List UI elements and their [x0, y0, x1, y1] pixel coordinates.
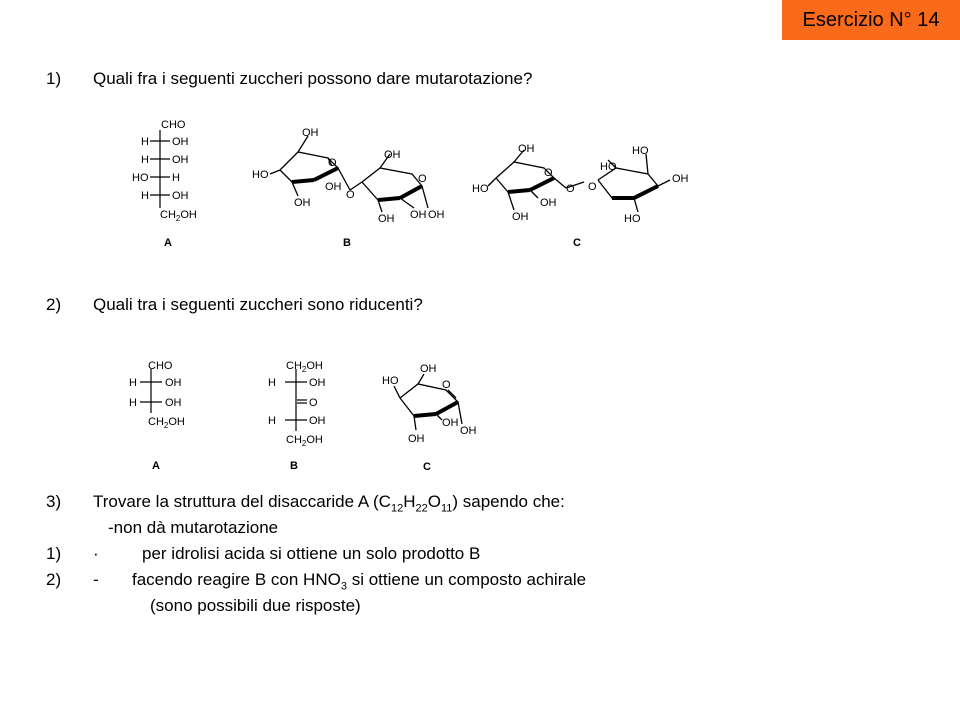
label-c: C	[423, 461, 431, 473]
item-number: 2)	[46, 570, 62, 589]
label-a: A	[152, 460, 160, 472]
ring-o: O	[442, 379, 451, 391]
fischer-top: CHO	[161, 119, 186, 131]
fischer-left: H	[268, 415, 276, 427]
fischer-right: OH	[172, 154, 189, 166]
fischer-left: H	[268, 377, 276, 389]
group-oh: OH	[408, 433, 425, 445]
label-b: B	[290, 460, 298, 472]
fischer-right: OH	[165, 397, 182, 409]
group-oh: OH	[325, 181, 342, 193]
fischer-right: O	[309, 397, 318, 409]
q2-fischer-b	[256, 355, 356, 475]
group-oh: OH	[672, 173, 689, 185]
ring-o: O	[544, 167, 553, 179]
item-text: facendo reagire B con $HNO_3$ si ottiene un composto achirale	[132, 570, 587, 593]
group-oh: OH	[540, 197, 557, 209]
link-o: O	[566, 183, 575, 195]
group-oh: OH	[442, 417, 459, 429]
q2-fischer-a	[118, 355, 208, 475]
group-oh: OH	[294, 197, 311, 209]
group-oh: OH	[384, 149, 401, 161]
fischer-right: OH	[172, 190, 189, 202]
label-b: B	[343, 237, 351, 249]
ring-o: O	[418, 173, 427, 185]
bullet: -	[93, 570, 99, 589]
link-o: O	[346, 189, 355, 201]
question-text: Trovare la struttura del disaccaride A $(C_{12}H_{22}O_{11})$ sapendo che:	[93, 492, 565, 515]
condition-line: -non dà mutarotazione	[108, 518, 279, 537]
ring-o: O	[588, 181, 597, 193]
item-text: per idrolisi acida si ottiene un solo prodotto B	[142, 544, 481, 563]
group-ho: HO	[382, 375, 399, 387]
group-ho: HO	[252, 169, 269, 181]
group-ho: HO	[600, 161, 617, 173]
group-oh: OH	[460, 425, 477, 437]
fischer-bottom: $CH_2OH$	[148, 416, 185, 430]
fischer-right: OH	[309, 377, 326, 389]
q1-fischer-a	[120, 112, 220, 252]
label-c: C	[573, 237, 581, 249]
group-ho: HO	[632, 145, 649, 157]
fischer-left: H	[129, 397, 137, 409]
fischer-left: HO	[132, 172, 149, 184]
fischer-left: H	[141, 136, 149, 148]
group-oh: OH	[518, 143, 535, 155]
fischer-bottom: $CH_2OH$	[286, 434, 323, 448]
question-text: Quali fra i seguenti zuccheri possono dare mutarotazione?	[93, 69, 533, 88]
question-text: Quali tra i seguenti zuccheri sono riducenti?	[93, 295, 423, 314]
fischer-top: $CH_2OH$	[286, 360, 323, 374]
fischer-left: H	[141, 154, 149, 166]
label-a: A	[164, 237, 172, 249]
q1-disaccharide-c	[468, 140, 698, 252]
question-number: 3)	[46, 492, 62, 511]
group-oh: OH	[420, 363, 437, 375]
ring-o: O	[328, 157, 337, 169]
q2-pyranose-c	[378, 362, 488, 474]
group-oh: OH	[302, 127, 319, 139]
group-oh: OH	[428, 209, 445, 221]
bullet: ·	[93, 544, 99, 563]
group-oh: OH	[378, 213, 395, 225]
fischer-left: H	[141, 190, 149, 202]
fischer-right: OH	[165, 377, 182, 389]
fischer-right: OH	[172, 136, 189, 148]
fischer-bottom: $CH_2OH$	[160, 209, 197, 223]
condition-2-note: (sono possibili due risposte)	[150, 596, 361, 615]
fischer-left: H	[129, 377, 137, 389]
fischer-right: H	[172, 172, 180, 184]
question-number: 2)	[46, 295, 62, 314]
fischer-top: CHO	[148, 360, 173, 372]
q1-disaccharide-b	[250, 122, 460, 252]
group-ho: HO	[624, 213, 641, 225]
fischer-right: OH	[309, 415, 326, 427]
item-number: 1)	[46, 544, 62, 563]
group-ho: HO	[472, 183, 489, 195]
exercise-badge: Esercizio N° 14	[782, 0, 960, 40]
group-oh: OH	[512, 211, 529, 223]
group-oh: OH	[410, 209, 427, 221]
question-number: 1)	[46, 69, 62, 88]
